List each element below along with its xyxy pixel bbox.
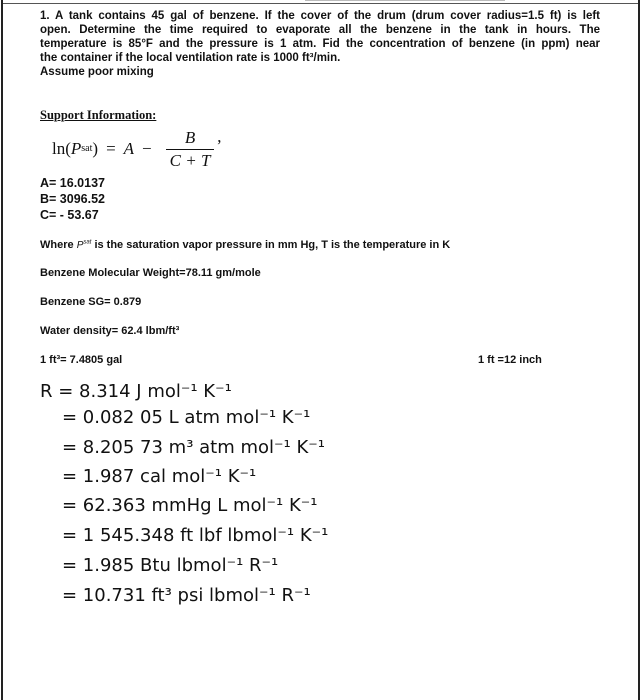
formula-minus: − — [142, 139, 152, 158]
gas-constant-line: R = 8.314 J mol⁻¹ K⁻¹ — [40, 381, 232, 402]
formula-ln: ln( — [52, 139, 71, 158]
gas-constant-line: = 1.987 cal mol⁻¹ K⁻¹ — [62, 466, 257, 487]
top-rule — [305, 0, 505, 1]
constant-a: A= 16.0137 — [40, 176, 105, 190]
right-border — [638, 0, 640, 700]
psat-sup: sat — [83, 239, 92, 246]
gas-constant-line: = 1 545.348 ft lbf lbmol⁻¹ K⁻¹ — [62, 525, 329, 546]
gas-constant-line: = 8.205 73 m³ atm mol⁻¹ K⁻¹ — [62, 437, 326, 458]
formula-p: P — [70, 139, 82, 158]
problem-line: temperature is 85°F and the pressure is 1 atm. Fid the concentration of benzene (in ppm) near — [40, 38, 600, 50]
molecular-weight: Benzene Molecular Weight=78.11 gm/mole — [40, 267, 261, 279]
gas-constant-line: = 1.985 Btu lbmol⁻¹ R⁻¹ — [62, 555, 279, 576]
problem-statement — [40, 9, 600, 79]
cubic-foot-conversion: 1 ft³= 7.4805 gal — [40, 354, 123, 366]
formula-numerator: B — [184, 127, 196, 147]
formula-tail: ’ — [216, 136, 223, 155]
constant-c: C= - 53.67 — [40, 208, 99, 222]
foot-inch-conversion: 1 ft =12 inch — [478, 354, 542, 366]
psat-where: Where — [40, 239, 74, 251]
gas-constant-line: = 62.363 mmHg L mol⁻¹ K⁻¹ — [62, 495, 318, 516]
gas-constant-line: = 10.731 ft³ psi lbmol⁻¹ R⁻¹ — [62, 585, 311, 606]
formula-a: A — [123, 139, 135, 158]
problem-line: open. Determine the time required to evaporate all the benzene in the tank in hours. The — [40, 24, 600, 36]
problem-line: Assume poor mixing — [40, 66, 154, 78]
specific-gravity: Benzene SG= 0.879 — [40, 296, 142, 308]
problem-line: 1. A tank contains 45 gal of benzene. If the cover of the drum (drum cover radius=1.5 ft) is left — [40, 10, 600, 22]
psat-p: P — [76, 240, 84, 251]
antoine-equation: ln( P sat ) = A − $\frac{B}{C + T}$ ’ — [52, 127, 223, 170]
support-information-heading: Support Information: — [40, 108, 157, 122]
psat-description: is the saturation vapor pressure in mm Hg, T is the temperature in K — [94, 239, 451, 251]
formula-fraction — [166, 128, 215, 171]
psat-symbol — [77, 240, 92, 251]
formula-equals: = — [106, 139, 116, 158]
problem-line: the container if the local ventilation rate is 1000 ft³/min. — [40, 52, 341, 64]
gas-constant-line: = 0.082 05 L atm mol⁻¹ K⁻¹ — [62, 407, 311, 428]
left-border — [1, 0, 3, 700]
formula-close: ) — [92, 139, 99, 158]
formula-denominator: C + T — [169, 150, 211, 170]
top-border — [3, 3, 638, 4]
constant-b: B= 3096.52 — [40, 192, 105, 206]
water-density: Water density= 62.4 lbm/ft³ — [40, 325, 180, 337]
psat-definition — [40, 239, 450, 251]
